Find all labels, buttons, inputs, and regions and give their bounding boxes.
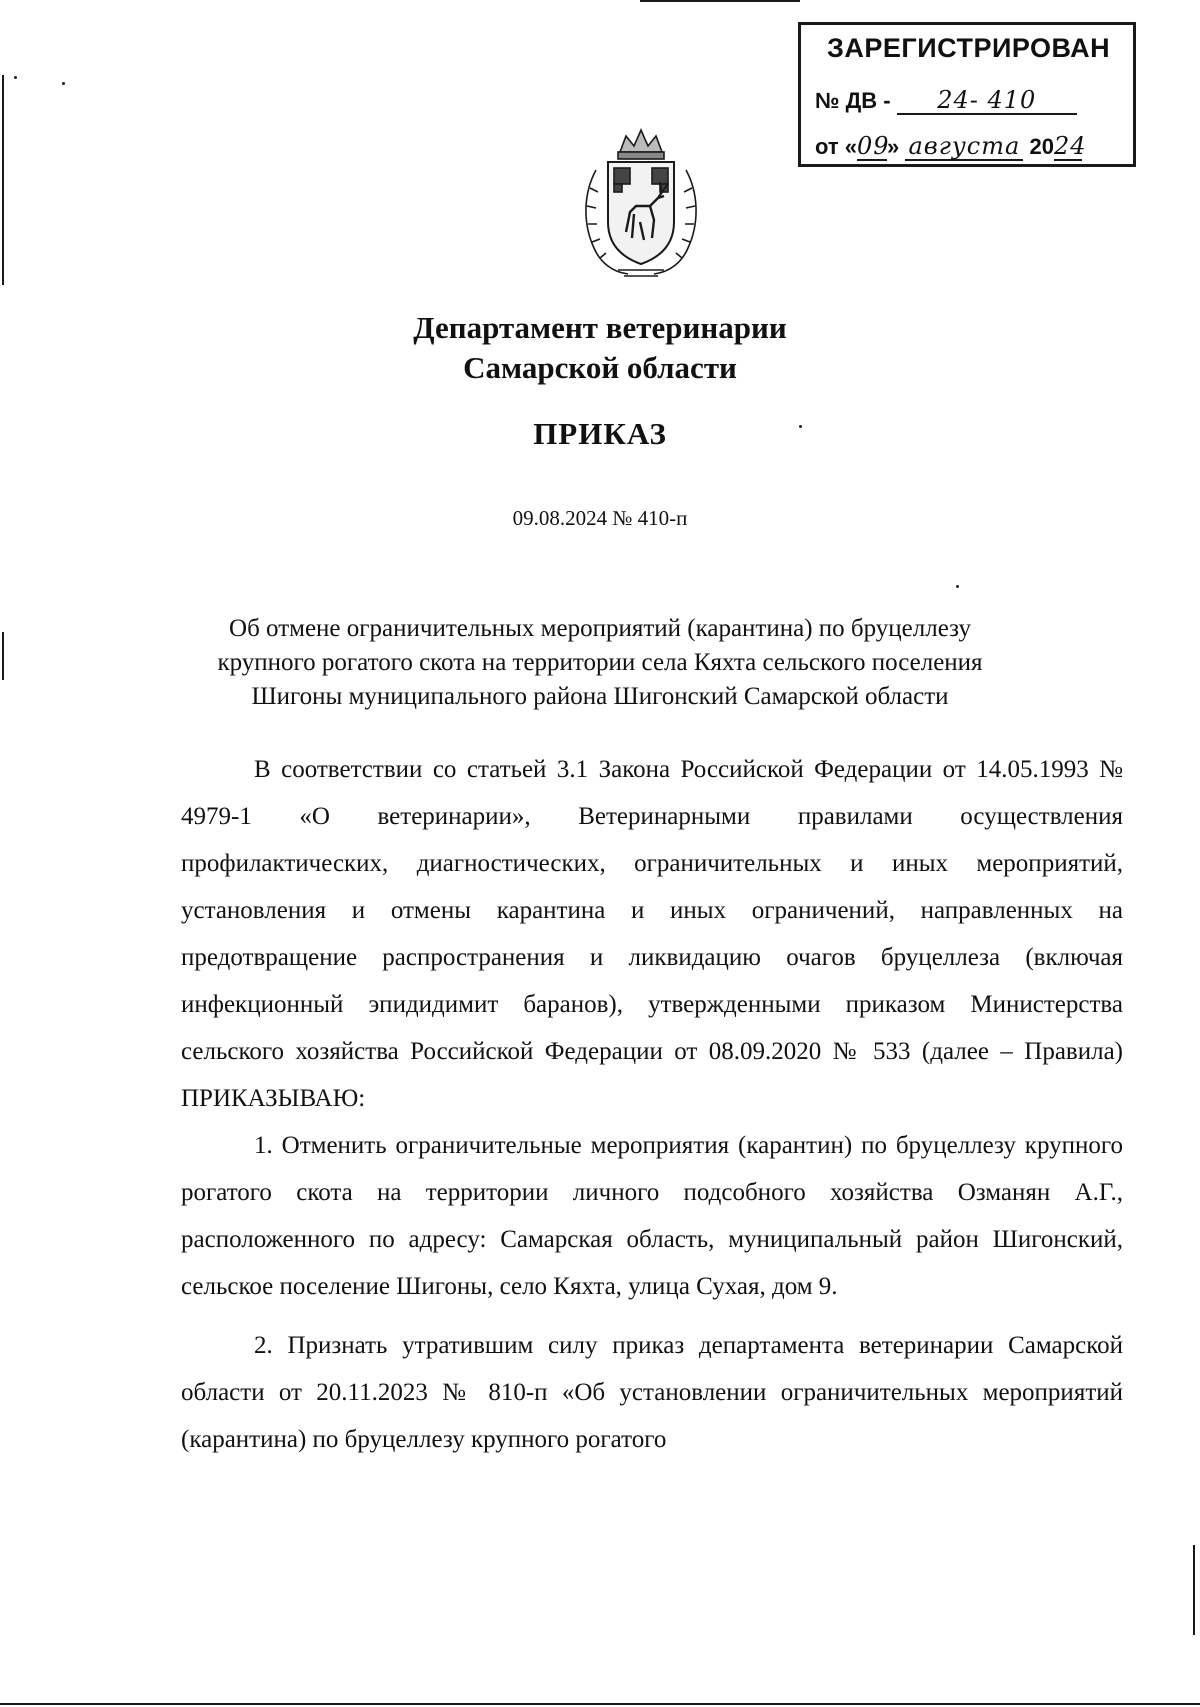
stamp-year-handwritten: 24 bbox=[1054, 132, 1087, 160]
scan-speck bbox=[14, 76, 17, 79]
stamp-date-row bbox=[815, 132, 1087, 161]
stamp-day-suffix: » bbox=[887, 134, 900, 159]
stamp-number-handwritten: 24- 410 bbox=[897, 87, 1077, 115]
stamp-number-prefix: № ДВ - bbox=[815, 88, 891, 113]
scan-edge-left-top bbox=[2, 75, 4, 285]
scan-edge-top bbox=[640, 0, 800, 2]
stamp-year-prefix: 20 bbox=[1029, 134, 1054, 159]
stamp-title: ЗАРЕГИСТРИРОВАН bbox=[827, 33, 1111, 63]
document-type-title: ПРИКАЗ bbox=[533, 416, 667, 451]
scan-speck bbox=[62, 82, 65, 85]
stamp-number-row bbox=[815, 87, 1077, 115]
subject-line: Об отмене ограничительных мероприятий (карантина) по бруцеллезу bbox=[229, 615, 971, 642]
issuing-department bbox=[0, 308, 1200, 388]
department-name-line1: Департамент ветеринарии bbox=[413, 310, 787, 345]
scan-edge-bottom bbox=[0, 1703, 1200, 1705]
order-item-2: 2. Признать утратившим силу приказ департамента ветеринарии Самарской области от 20.11.2023 № 810-п «Об установлении ограничительных мероприятий (карантина) по бруцеллезу крупного рогатого bbox=[181, 1332, 1123, 1453]
document-date-number: 09.08.2024 № 410-п bbox=[512, 506, 688, 530]
stamp-day-handwritten: 09 bbox=[857, 132, 890, 160]
document-body bbox=[181, 746, 1123, 1463]
document-subject bbox=[0, 612, 1200, 714]
scan-edge-right-bottom bbox=[1193, 1545, 1195, 1635]
registration-stamp bbox=[798, 22, 1136, 167]
department-name-line2: Самарской области bbox=[463, 350, 737, 385]
stamp-month-handwritten: августа bbox=[905, 133, 1023, 161]
scan-speck bbox=[956, 585, 959, 588]
order-item-1: 1. Отменить ограничительные мероприятия (карантин) по бруцеллезу крупного рогатого скота на территории личного подсобного хозяйства Озманян А.Г., расположенного по адресу: Самарская область, муниципальный район Шигонский, сельское поселение Шигоны, село Кяхта, улица Сухая, дом 9. bbox=[181, 1132, 1123, 1300]
subject-line: Шигоны муниципального района Шигонский Самарской области bbox=[251, 683, 949, 710]
stamp-date-prefix: от « bbox=[815, 134, 858, 159]
preamble-paragraph: В соответствии со статьей 3.1 Закона Российской Федерации от 14.05.1993 № 4979-1 «О ветеринарии», Ветеринарными правилами осуществления профилактических, диагностических, ограничительных и иных мероприятий, установления и отмены карантина и иных ограничений, направленных на предотвращение распространения и ликвидацию очагов бруцеллеза (включая инфекционный эпидидимит баранов), утвержденными приказом Министерства сельского хозяйства Российской Федерации от 08.09.2020 № 533 (далее – Правила) ПРИКАЗЫВАЮ: bbox=[181, 756, 1123, 1112]
samara-coat-of-arms-icon bbox=[578, 122, 704, 280]
subject-line: крупного рогатого скота на территории села Кяхта сельского поселения bbox=[217, 649, 983, 676]
